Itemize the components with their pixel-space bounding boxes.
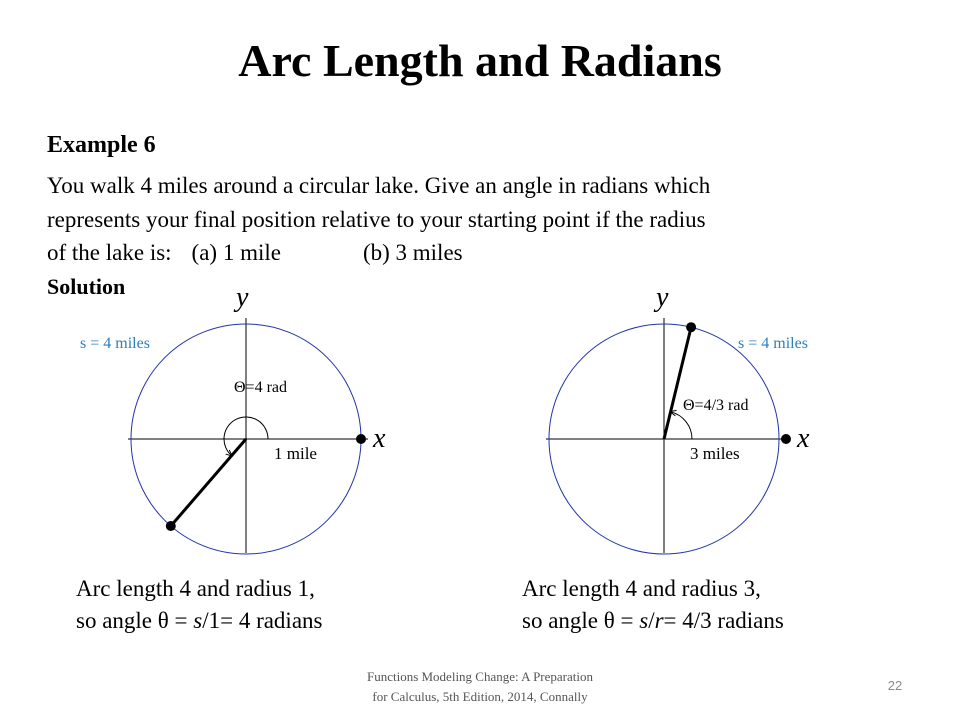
left-radius-label: 1 mile [274, 444, 317, 463]
left-y-label: y [236, 282, 249, 313]
left-start-point [356, 434, 366, 444]
right-y-label: y [656, 282, 669, 313]
right-arc-label: s = 4 miles [738, 335, 808, 352]
footer-citation [300, 667, 660, 707]
option-a: (a) 1 mile [191, 240, 281, 265]
right-caption-pre: so angle θ = [522, 608, 640, 633]
footer-line-1: Functions Modeling Change: A Preparation [366, 669, 594, 684]
right-caption-var-r: r [654, 608, 664, 633]
option-b: (b) 3 miles [362, 240, 463, 265]
example-heading: Example 6 [47, 132, 156, 158]
right-caption-slash: / [648, 608, 655, 633]
right-caption-var-s: s [639, 608, 649, 633]
right-diagram [546, 282, 810, 554]
right-radius-label: 3 miles [690, 444, 740, 463]
right-end-point [686, 322, 696, 332]
left-caption [76, 573, 322, 637]
slide-title: Arc Length and Radians [238, 35, 722, 86]
solution-heading: Solution [47, 274, 126, 299]
right-caption-post: = 4/3 radians [663, 608, 784, 633]
footer-line-2: for Calculus, 5th Edition, 2014, Connally [372, 689, 588, 704]
left-arc-label: s = 4 miles [80, 335, 150, 352]
problem-line-2: represents your final position relative to your starting point if the radius [47, 206, 706, 232]
right-angle-label: Θ=4/3 rad [683, 397, 749, 414]
right-x-label: x [797, 423, 810, 454]
left-caption-line-1: Arc length 4 and radius 1, [76, 576, 315, 601]
right-caption [522, 573, 784, 637]
right-caption-line-2 [522, 605, 784, 637]
problem-line-3-prefix: of the lake is: [47, 240, 172, 265]
left-caption-var-s: s [193, 608, 203, 633]
left-angle-label: Θ=4 rad [234, 379, 288, 396]
left-diagram [80, 282, 386, 554]
problem-line-1: You walk 4 miles around a circular lake. Give an angle in radians which [47, 173, 711, 198]
right-start-point [781, 434, 791, 444]
left-caption-post: /1= 4 radians [202, 608, 323, 633]
left-radius-line [171, 439, 246, 526]
right-caption-line-1: Arc length 4 and radius 3, [522, 576, 761, 601]
left-caption-pre: so angle θ = [76, 608, 194, 633]
left-end-point [166, 521, 176, 531]
page-number: 22 [887, 678, 903, 693]
right-angle-arc [671, 412, 692, 439]
left-caption-line-2 [76, 605, 322, 637]
left-x-label: x [373, 423, 386, 454]
